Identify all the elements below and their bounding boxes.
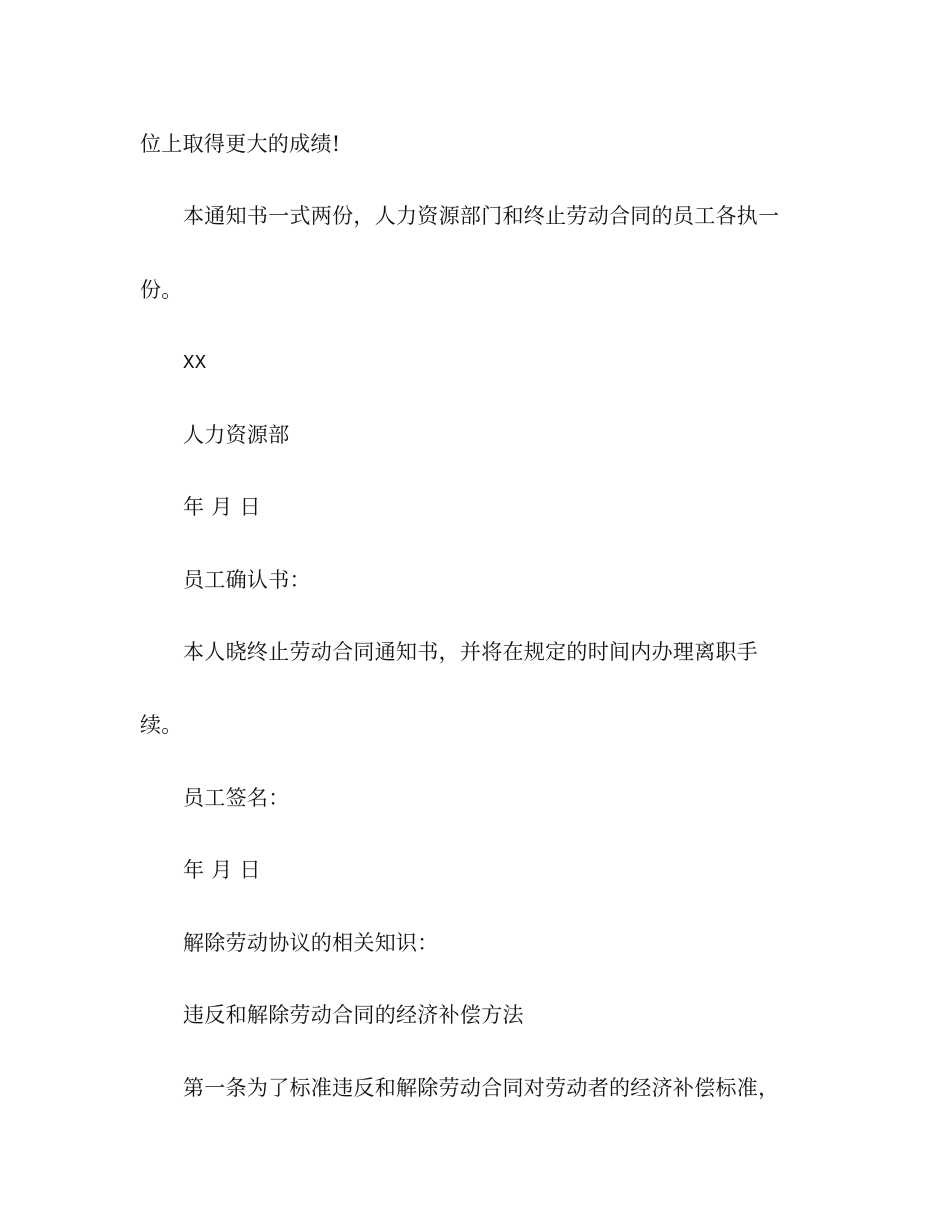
date-line: 年 月 日 (183, 495, 261, 519)
date-line: 年 月 日 (183, 858, 261, 882)
text-line: 第一条为了标准违反和解除劳动合同对劳动者的经济补偿标准， (183, 1076, 780, 1100)
organization-name: XX (183, 352, 207, 374)
section-heading: 员工确认书： (183, 568, 311, 592)
text-line: 份。 (140, 278, 183, 302)
signature-label: 员工签名： (183, 786, 290, 810)
department-name: 人力资源部 (183, 423, 290, 447)
text-line: 位上取得更大的成绩! (140, 132, 341, 156)
text-line: 本通知书一式两份，人力资源部门和终止劳动合同的员工各执一 (183, 204, 780, 228)
section-heading: 解除劳动协议的相关知识： (183, 931, 439, 955)
section-title: 违反和解除劳动合同的经济补偿方法 (183, 1003, 524, 1027)
text-line: 续。 (140, 713, 183, 737)
text-line: 本人晓终止劳动合同通知书，并将在规定的时间内办理离职手 (183, 640, 759, 664)
